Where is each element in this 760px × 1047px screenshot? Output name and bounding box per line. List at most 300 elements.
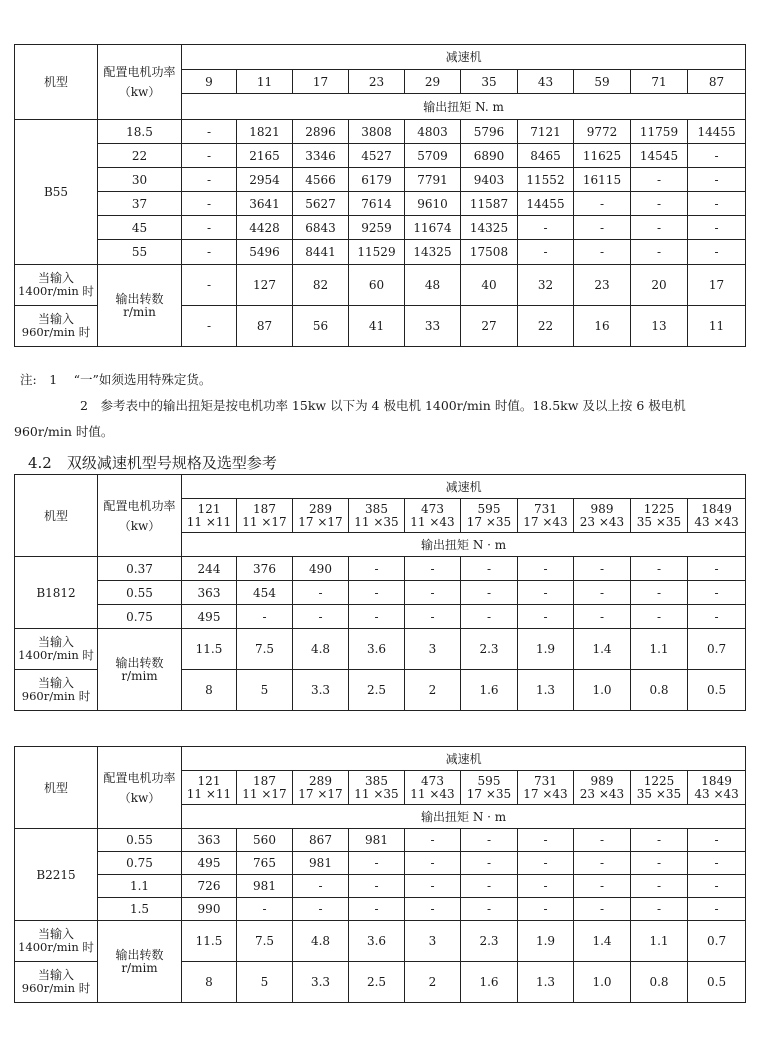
speed-cell: 3 (405, 629, 461, 670)
torque-cell: 6843 (293, 216, 349, 240)
ratio-total: 385 (365, 501, 388, 516)
header-power (98, 45, 182, 120)
single-stage-table (14, 44, 746, 347)
speed-cell: 3 (405, 921, 461, 962)
torque-cell: - (631, 605, 688, 629)
note-line-3: 960r/min 时值。 (14, 424, 114, 439)
torque-cell: 981 (293, 852, 349, 875)
ratio-total: 1849 (701, 773, 732, 788)
torque-cell: 363 (182, 829, 237, 852)
header-reducer: 减速机 (182, 45, 746, 70)
header-torque: 输出扭矩 N · m (182, 805, 746, 829)
torque-cell: - (518, 557, 574, 581)
speed-cell: 11.5 (182, 921, 237, 962)
speed-row-1400 (15, 629, 746, 670)
note-line-1: 注: 1 “一”如须选用特殊定货。 (20, 372, 212, 387)
torque-cell: 14325 (405, 240, 461, 265)
ratio-combo: 17 ×17 (298, 786, 343, 801)
torque-cell: - (688, 829, 746, 852)
speed-row-1400 (15, 265, 746, 306)
power-cell: 1.1 (98, 875, 182, 898)
speed-cell: 41 (349, 306, 405, 347)
ratio-cell (688, 771, 746, 805)
torque-cell: 11529 (349, 240, 405, 265)
torque-cell: 2165 (237, 144, 293, 168)
torque-cell: - (688, 240, 746, 265)
input-1400-label-b: 1400r/min 时 (18, 284, 94, 298)
torque-cell: - (293, 581, 349, 605)
ratio-cell (405, 499, 461, 533)
torque-cell: - (405, 605, 461, 629)
speed-row-1400 (15, 921, 746, 962)
ratio-cell (405, 771, 461, 805)
header-power-unit: （kw） (118, 518, 161, 533)
ratio-cell: 59 (574, 70, 631, 94)
torque-cell: 495 (182, 605, 237, 629)
torque-cell: 981 (237, 875, 293, 898)
speed-label (98, 265, 182, 347)
torque-cell: 244 (182, 557, 237, 581)
ratio-cell: 35 (461, 70, 518, 94)
torque-cell: - (574, 581, 631, 605)
ratio-combo: 43 ×43 (694, 514, 739, 529)
speed-cell: 3.3 (293, 670, 349, 711)
torque-cell: 9259 (349, 216, 405, 240)
speed-label-unit: r/mim (121, 960, 158, 975)
speed-cell: 48 (405, 265, 461, 306)
torque-cell: 7614 (349, 192, 405, 216)
power-cell: 30 (98, 168, 182, 192)
speed-cell: - (182, 306, 237, 347)
input-960-label-a: 当输入 (37, 312, 74, 326)
torque-cell: - (461, 898, 518, 921)
torque-cell: - (182, 120, 237, 144)
speed-cell: 2.5 (349, 670, 405, 711)
speed-label-text: 输出转数 (115, 655, 164, 670)
torque-cell: - (518, 216, 574, 240)
torque-cell: - (574, 216, 631, 240)
torque-cell: 981 (349, 829, 405, 852)
speed-cell: 5 (237, 670, 293, 711)
torque-cell: - (461, 557, 518, 581)
speed-cell: 11 (688, 306, 746, 347)
speed-cell: 1.3 (518, 670, 574, 711)
torque-cell: - (518, 898, 574, 921)
torque-cell: 11552 (518, 168, 574, 192)
ratio-total: 595 (477, 501, 501, 516)
speed-cell: 33 (405, 306, 461, 347)
speed-cell: 3.6 (349, 921, 405, 962)
model-name: B2215 (15, 829, 98, 921)
speed-cell: 1.3 (518, 962, 574, 1003)
speed-cell: 2.3 (461, 921, 518, 962)
speed-cell: 82 (293, 265, 349, 306)
torque-cell: - (574, 852, 631, 875)
torque-cell: - (182, 192, 237, 216)
input-960-label-b: 960r/min 时 (21, 689, 91, 703)
power-cell: 18.5 (98, 120, 182, 144)
torque-cell: 7121 (518, 120, 574, 144)
torque-cell: 9403 (461, 168, 518, 192)
speed-cell: 0.8 (631, 670, 688, 711)
speed-cell: 0.7 (688, 921, 746, 962)
header-reducer: 减速机 (182, 475, 746, 499)
table-row (15, 898, 746, 921)
torque-cell: 4527 (349, 144, 405, 168)
torque-cell: 5627 (293, 192, 349, 216)
torque-cell: - (631, 168, 688, 192)
torque-cell: 9610 (405, 192, 461, 216)
speed-cell: 87 (237, 306, 293, 347)
torque-cell: - (405, 898, 461, 921)
torque-cell: - (631, 829, 688, 852)
header-model: 机型 (15, 45, 98, 120)
input-960-label-b: 960r/min 时 (21, 981, 91, 995)
ratio-cell: 71 (631, 70, 688, 94)
ratio-cell (518, 771, 574, 805)
ratio-combo: 11 ×17 (242, 786, 287, 801)
table-row (15, 829, 746, 852)
section-title: 4.2 双级减速机型号规格及选型参考 (28, 454, 277, 472)
ratio-combo: 11 ×11 (186, 514, 232, 529)
speed-cell: 2.3 (461, 629, 518, 670)
torque-cell: - (461, 829, 518, 852)
ratio-total: 473 (421, 773, 444, 788)
table-row (15, 192, 746, 216)
torque-cell: - (182, 240, 237, 265)
power-cell: 0.75 (98, 605, 182, 629)
ratio-total: 731 (534, 773, 557, 788)
torque-cell: - (349, 557, 405, 581)
torque-cell: 11674 (405, 216, 461, 240)
ratio-cell (293, 771, 349, 805)
ratio-combo: 17 ×43 (523, 514, 568, 529)
speed-cell: 4.8 (293, 629, 349, 670)
torque-cell: - (631, 192, 688, 216)
torque-cell: 363 (182, 581, 237, 605)
ratio-total: 121 (197, 773, 221, 788)
model-name: B55 (15, 120, 98, 265)
speed-cell: 1.6 (461, 670, 518, 711)
table-row (15, 168, 746, 192)
speed-label-unit: r/min (123, 304, 156, 319)
torque-cell: - (293, 898, 349, 921)
ratio-combo: 17 ×43 (523, 786, 568, 801)
header-power-label: 配置电机功率 (103, 770, 176, 785)
torque-cell: 5796 (461, 120, 518, 144)
torque-cell: - (631, 875, 688, 898)
speed-cell: 8 (182, 670, 237, 711)
header-reducer: 减速机 (182, 747, 746, 771)
ratio-combo: 23 ×43 (579, 786, 625, 801)
torque-cell: 3346 (293, 144, 349, 168)
ratio-cell (461, 499, 518, 533)
input-960-label-a: 当输入 (37, 968, 74, 982)
torque-cell: - (631, 216, 688, 240)
header-torque: 输出扭矩 N · m (182, 533, 746, 557)
ratio-combo: 43 ×43 (694, 786, 739, 801)
ratio-combo: 11 ×43 (410, 786, 455, 801)
torque-cell: 8441 (293, 240, 349, 265)
ratio-total: 595 (477, 773, 501, 788)
torque-cell: - (182, 216, 237, 240)
torque-cell: 11759 (631, 120, 688, 144)
input-1400-label-a: 当输入 (37, 271, 74, 285)
speed-cell: 60 (349, 265, 405, 306)
speed-cell: 32 (518, 265, 574, 306)
speed-cell: 20 (631, 265, 688, 306)
speed-cell: 2 (405, 962, 461, 1003)
speed-label (98, 921, 182, 1003)
power-cell: 0.75 (98, 852, 182, 875)
torque-cell: - (688, 557, 746, 581)
torque-cell: - (237, 605, 293, 629)
speed-label (98, 629, 182, 711)
torque-cell: - (574, 898, 631, 921)
torque-cell: 14455 (518, 192, 574, 216)
header-torque: 输出扭矩 N. m (182, 94, 746, 120)
torque-cell: 490 (293, 557, 349, 581)
ratio-cell: 9 (182, 70, 237, 94)
torque-cell: - (688, 852, 746, 875)
table-row (15, 120, 746, 144)
torque-cell: - (349, 581, 405, 605)
torque-cell: - (688, 898, 746, 921)
torque-cell: 454 (237, 581, 293, 605)
torque-cell: 4428 (237, 216, 293, 240)
torque-cell: - (237, 898, 293, 921)
torque-cell: - (631, 240, 688, 265)
speed-cell: 27 (461, 306, 518, 347)
ratio-cell (349, 771, 405, 805)
speed-cell: 5 (237, 962, 293, 1003)
ratio-cell (182, 499, 237, 533)
torque-cell: - (461, 581, 518, 605)
speed-cell: 1.1 (631, 921, 688, 962)
torque-cell: - (182, 168, 237, 192)
ratio-cell: 87 (688, 70, 746, 94)
torque-cell: - (574, 605, 631, 629)
table-row (15, 875, 746, 898)
torque-cell: - (405, 557, 461, 581)
ratio-combo: 17 ×35 (466, 514, 512, 529)
ratio-cell (237, 499, 293, 533)
torque-cell: - (461, 605, 518, 629)
input-1400-label-a: 当输入 (37, 635, 74, 649)
ratio-total: 989 (590, 501, 614, 516)
torque-cell: 726 (182, 875, 237, 898)
ratio-cell: 23 (349, 70, 405, 94)
speed-cell: 2.5 (349, 962, 405, 1003)
power-cell: 45 (98, 216, 182, 240)
ratio-combo: 17 ×35 (466, 786, 512, 801)
table-row (15, 605, 746, 629)
torque-cell: - (688, 875, 746, 898)
ratio-total: 989 (590, 773, 614, 788)
power-cell: 55 (98, 240, 182, 265)
ratio-total: 1849 (701, 501, 732, 516)
note-line-2: 2 参考表中的输出扭矩是按电机功率 15kw 以下为 4 极电机 1400r/min 时值。18.5kw 及以上按 6 极电机 (80, 398, 686, 413)
torque-cell: 11625 (574, 144, 631, 168)
input-1400-label-b: 1400r/min 时 (18, 940, 94, 954)
torque-cell: - (349, 898, 405, 921)
header-power-unit: （kw） (118, 790, 161, 805)
power-cell: 0.55 (98, 581, 182, 605)
input-960-label (15, 306, 98, 347)
input-960-label (15, 962, 98, 1003)
model-name: B1812 (15, 557, 98, 629)
table-row (15, 216, 746, 240)
power-cell: 1.5 (98, 898, 182, 921)
ratio-cell: 11 (237, 70, 293, 94)
speed-cell: 1.9 (518, 921, 574, 962)
ratio-cell: 43 (518, 70, 574, 94)
torque-cell: - (688, 192, 746, 216)
torque-cell: - (688, 605, 746, 629)
torque-cell: - (688, 144, 746, 168)
header-power-label: 配置电机功率 (103, 498, 176, 513)
torque-cell: 2896 (293, 120, 349, 144)
speed-cell: 23 (574, 265, 631, 306)
torque-cell: 4566 (293, 168, 349, 192)
torque-cell: - (405, 581, 461, 605)
header-power-unit: （kw） (118, 85, 161, 99)
torque-cell: 7791 (405, 168, 461, 192)
speed-label-unit: r/mim (121, 668, 158, 683)
torque-cell: - (518, 829, 574, 852)
torque-cell: 11587 (461, 192, 518, 216)
ratio-total: 187 (253, 501, 276, 516)
speed-cell: 1.1 (631, 629, 688, 670)
ratio-combo: 23 ×43 (579, 514, 625, 529)
torque-cell: - (405, 852, 461, 875)
table-row (15, 557, 746, 581)
input-1400-label-b: 1400r/min 时 (18, 648, 94, 662)
ratio-cell (182, 771, 237, 805)
ratio-total: 731 (534, 501, 557, 516)
speed-cell: 3.3 (293, 962, 349, 1003)
table-row (15, 144, 746, 168)
speed-cell: 13 (631, 306, 688, 347)
torque-cell: - (461, 875, 518, 898)
double-stage-table-b1812 (14, 474, 746, 711)
speed-cell: 1.0 (574, 670, 631, 711)
torque-cell: - (518, 581, 574, 605)
ratio-combo: 11 ×35 (354, 786, 399, 801)
torque-cell: - (461, 852, 518, 875)
torque-cell: - (349, 852, 405, 875)
torque-cell: - (574, 240, 631, 265)
torque-cell: - (688, 216, 746, 240)
input-1400-label (15, 265, 98, 306)
torque-cell: 3808 (349, 120, 405, 144)
torque-cell: 14455 (688, 120, 746, 144)
power-cell: 22 (98, 144, 182, 168)
speed-cell: 0.5 (688, 670, 746, 711)
speed-cell: 2 (405, 670, 461, 711)
torque-cell: - (293, 875, 349, 898)
torque-cell: - (182, 144, 237, 168)
torque-cell: 1821 (237, 120, 293, 144)
ratio-combo: 11 ×17 (242, 514, 287, 529)
torque-cell: 14325 (461, 216, 518, 240)
input-1400-label (15, 921, 98, 962)
torque-cell: 5709 (405, 144, 461, 168)
header-power (98, 475, 182, 557)
torque-cell: 14545 (631, 144, 688, 168)
torque-cell: - (688, 581, 746, 605)
ratio-total: 187 (253, 773, 276, 788)
torque-cell: - (518, 240, 574, 265)
torque-cell: 560 (237, 829, 293, 852)
ratio-cell (237, 771, 293, 805)
ratio-total: 289 (309, 501, 332, 516)
torque-cell: 6890 (461, 144, 518, 168)
speed-cell: 7.5 (237, 921, 293, 962)
header-model: 机型 (15, 475, 98, 557)
torque-cell: - (349, 875, 405, 898)
torque-cell: - (405, 875, 461, 898)
torque-cell: - (688, 168, 746, 192)
ratio-total: 1225 (643, 501, 675, 516)
torque-cell: - (631, 852, 688, 875)
ratio-total: 1225 (643, 773, 675, 788)
speed-cell: 17 (688, 265, 746, 306)
speed-cell: 8 (182, 962, 237, 1003)
table-row (15, 852, 746, 875)
speed-cell: 1.4 (574, 629, 631, 670)
ratio-total: 385 (365, 773, 388, 788)
ratio-cell (574, 499, 631, 533)
torque-cell: - (574, 829, 631, 852)
speed-cell: 40 (461, 265, 518, 306)
ratio-cell (293, 499, 349, 533)
ratio-combo: 17 ×17 (298, 514, 343, 529)
torque-cell: 495 (182, 852, 237, 875)
ratio-cell (518, 499, 574, 533)
input-1400-label-a: 当输入 (37, 927, 74, 941)
torque-cell: - (405, 829, 461, 852)
ratio-combo: 35 ×35 (636, 514, 682, 529)
torque-cell: - (631, 557, 688, 581)
torque-cell: - (631, 581, 688, 605)
ratio-cell (461, 771, 518, 805)
torque-cell: - (293, 605, 349, 629)
power-cell: 37 (98, 192, 182, 216)
ratio-total: 473 (421, 501, 444, 516)
speed-cell: - (182, 265, 237, 306)
speed-cell: 56 (293, 306, 349, 347)
speed-cell: 3.6 (349, 629, 405, 670)
ratio-cell: 29 (405, 70, 461, 94)
torque-cell: 765 (237, 852, 293, 875)
input-960-label (15, 670, 98, 711)
header-power (98, 747, 182, 829)
input-960-label-b: 960r/min 时 (21, 325, 91, 339)
torque-cell: 4803 (405, 120, 461, 144)
speed-cell: 127 (237, 265, 293, 306)
torque-cell: - (518, 875, 574, 898)
speed-cell: 0.5 (688, 962, 746, 1003)
ratio-combo: 11 ×35 (354, 514, 399, 529)
torque-cell: 8465 (518, 144, 574, 168)
torque-cell: 990 (182, 898, 237, 921)
ratio-cell: 17 (293, 70, 349, 94)
speed-label-text: 输出转数 (115, 947, 164, 962)
table-row (15, 581, 746, 605)
speed-cell: 1.4 (574, 921, 631, 962)
torque-cell: 9772 (574, 120, 631, 144)
